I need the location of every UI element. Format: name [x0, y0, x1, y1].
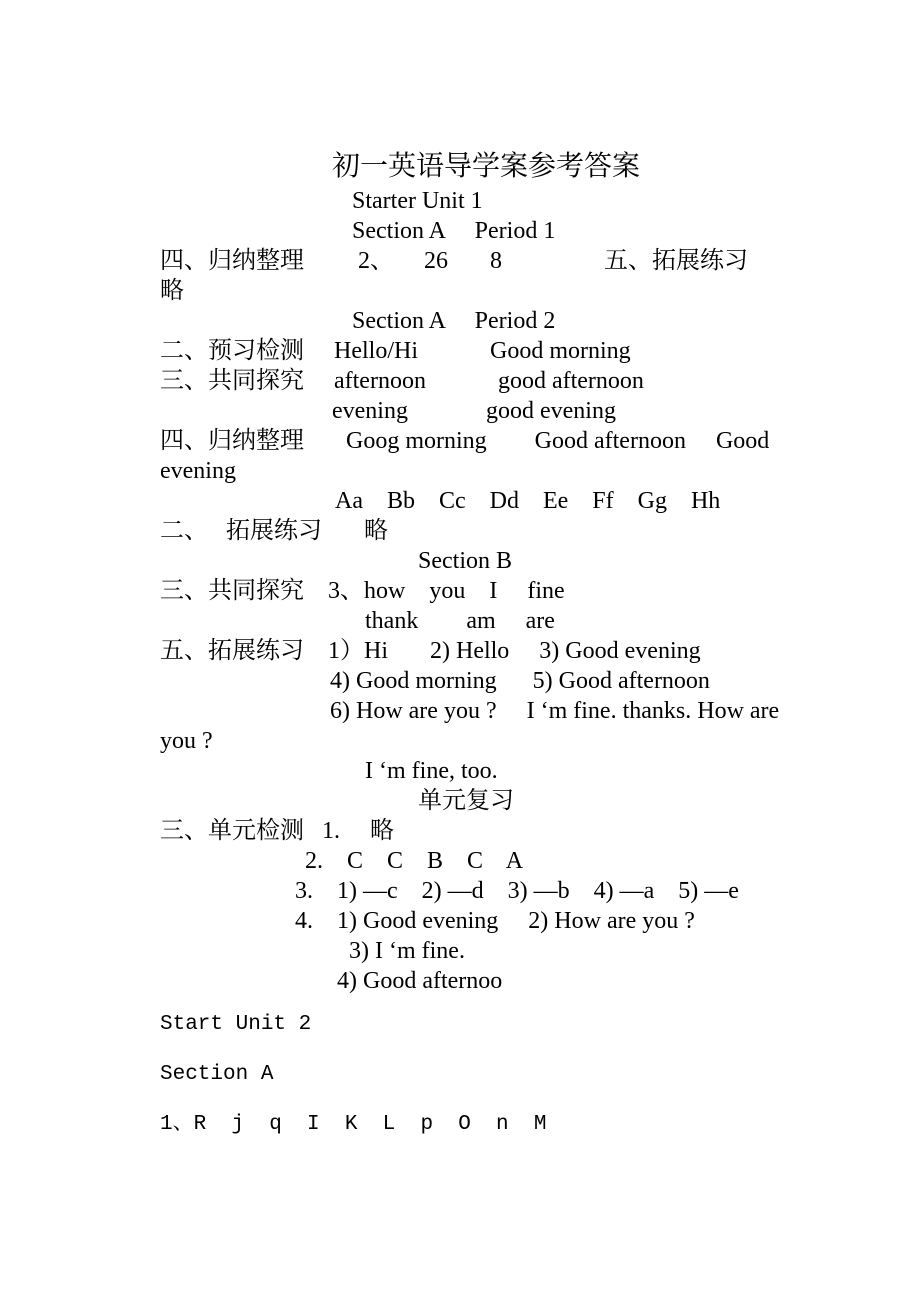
- heading-section-a-period-1: Section A Period 1: [352, 218, 556, 244]
- line-good-morning-afternoon: 4) Good morning 5) Good afternoon: [330, 668, 710, 694]
- line-guina-zhengli-p1-answers: 四、归纳整理 2、 26 8 五、拓展练习: [160, 248, 748, 274]
- heading-section-b: Section B: [418, 548, 512, 574]
- line-evening-continuation: evening: [160, 458, 236, 484]
- line-good-afternoo: 4) Good afternoo: [337, 968, 503, 994]
- line-unit2-letters-answer: 1、R j q I K L p O n M: [160, 1113, 547, 1136]
- line-im-fine-too: I ‘m fine, too.: [365, 758, 498, 784]
- page-title: 初一英语导学案参考答案: [332, 151, 641, 182]
- line-lue-p1: 略: [160, 278, 184, 304]
- heading-unit2-section-a: Section A: [160, 1063, 274, 1086]
- line-guina-zhengli-p2-answers: 四、归纳整理 Goog morning Good afternoon Good: [160, 428, 770, 454]
- line-evening-answers: evening good evening: [332, 398, 616, 424]
- line-alphabet-aa-hh: Aa Bb Cc Dd Ee Ff Gg Hh: [335, 488, 721, 514]
- line-danyuan-jiance-4: 4. 1) Good evening 2) How are you ?: [295, 908, 695, 934]
- line-danyuan-jiance-1: 三、单元检测 1. 略: [160, 818, 394, 844]
- heading-section-a-period-2: Section A Period 2: [352, 308, 556, 334]
- heading-start-unit-2: Start Unit 2: [160, 1013, 312, 1036]
- unit2-section: [160, 1000, 880, 1150]
- line-tuozhan-lianxi-lue: 二、 拓展练习 略: [160, 518, 388, 544]
- line-how-are-you-answer: 6) How are you ? I ‘m fine. thanks. How are: [330, 698, 780, 724]
- line-danyuan-jiance-3: 3. 1) —c 2) —d 3) —b 4) —a 5) —e: [295, 878, 739, 904]
- heading-starter-unit-1: Starter Unit 1: [352, 188, 483, 214]
- line-sectionb-gongtong-tanjiu: 三、共同探究 3、how you I fine: [160, 578, 565, 604]
- line-danyuan-jiance-2: 2. C C B C A: [305, 848, 524, 874]
- line-you-continuation: you ?: [160, 728, 213, 754]
- line-sectionb-tuozhan-lianxi: 五、拓展练习 1）Hi 2) Hello 3) Good evening: [160, 638, 701, 664]
- heading-danyuan-fuxi: 单元复习: [418, 788, 514, 814]
- line-thank-am-are: thank am are: [365, 608, 555, 634]
- line-im-fine: 3) I ‘m fine.: [349, 938, 465, 964]
- line-gongtong-tanjiu-answers: 三、共同探究 afternoon good afternoon: [160, 368, 644, 394]
- line-yuxi-jiance-answers: 二、预习检测 Hello/Hi Good morning: [160, 338, 631, 364]
